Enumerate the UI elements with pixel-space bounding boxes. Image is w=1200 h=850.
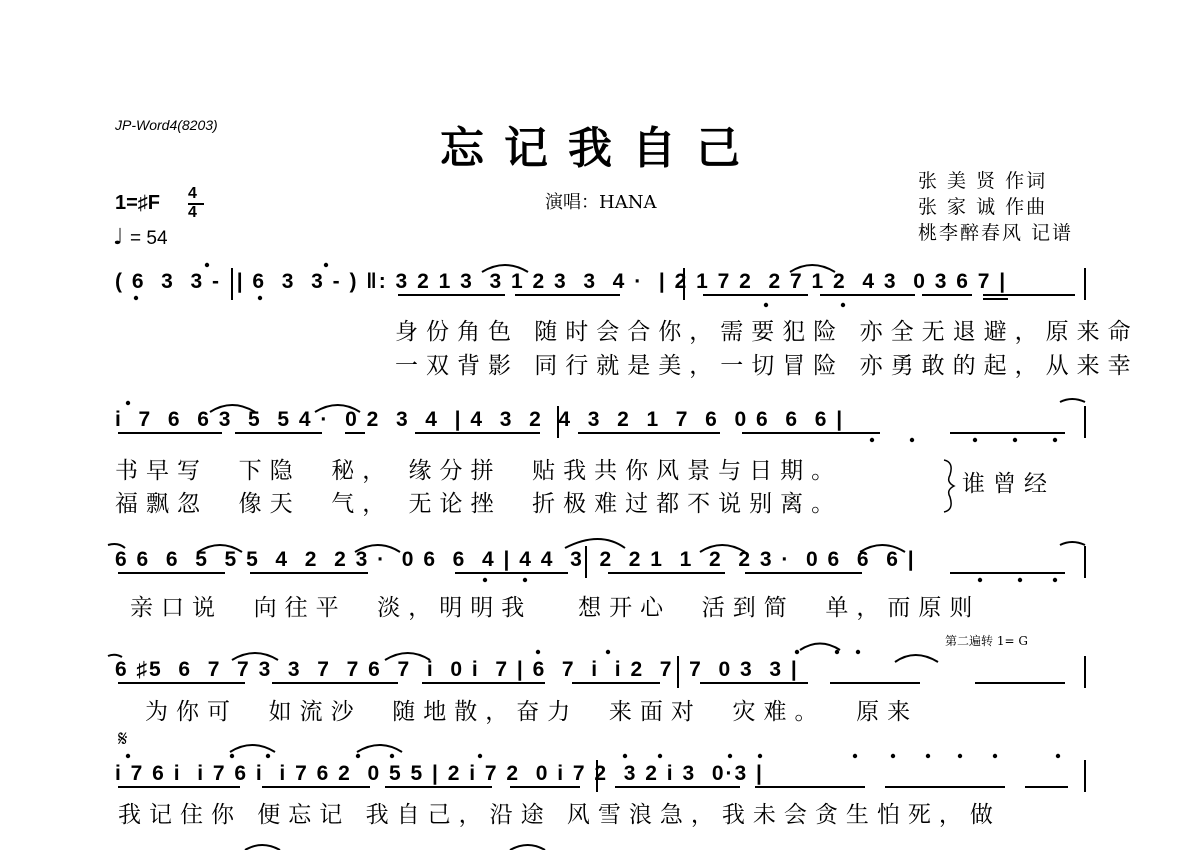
lyric-row-2-verse-2: 福飘忽 像天 气， 无论挫 折极难过都不说别离。 bbox=[115, 491, 843, 517]
lyric-row-2-shared: 谁曾经 bbox=[962, 471, 1055, 497]
notation-row-5: i 7 6 i i 7 6 i i 7 6 2 0 5 5 | 2 i 7 2 0 i 7 2 3 2 i 3 0·3 | bbox=[115, 762, 764, 785]
software-label: JP-Word4(8203) bbox=[115, 117, 218, 133]
singer-label: 演唱：HANA bbox=[545, 192, 657, 213]
composer-credit: 张 家 诚 作曲 bbox=[918, 196, 1048, 218]
key-signature: 1=♯F bbox=[115, 192, 161, 214]
lyricist-credit: 张 美 贤 作词 bbox=[918, 170, 1048, 192]
song-title: 忘记我自己 bbox=[440, 123, 760, 174]
modulation-mark: 第二遍转 1= G bbox=[945, 634, 1028, 648]
lyric-row-2-verse-1: 书早写 下隐 秘， 缘分拼 贴我共你风景与日期。 bbox=[115, 458, 843, 484]
lyric-row-4: 为你可 如流沙 随地散，奋力 来面对 灾难。 原来 bbox=[145, 699, 919, 725]
notation-row-2: i 7 6 6 3 5 5 4 · 0 2 3 4 | 4 3 2 4 3 2 1 7 6 0 6 6 6 | bbox=[115, 408, 845, 431]
transcriber-credit: 桃李醉春风 记谱 bbox=[918, 222, 1074, 244]
quarter-note-icon: ♩ bbox=[113, 225, 124, 250]
tempo-value: = 54 bbox=[130, 228, 168, 249]
lyric-row-5: 我记住你 便忘记 我自己，沿途 风雪浪急，我未会贪生怕死，做 bbox=[118, 802, 1001, 828]
time-signature-bottom: 4 bbox=[188, 204, 197, 221]
segno-icon: 𝄋 bbox=[118, 727, 128, 752]
lyric-row-1-verse-1: 身份角色 随时会合你，需要犯险 亦全无退避，原来命 bbox=[395, 319, 1139, 345]
time-signature-top: 4 bbox=[188, 185, 197, 202]
notation-row-1: ( 6 3 3 - | 6 3 3 - ) ‖: 3 2 1 3 3 1 2 3 3 4 · | 2 1 7 2 2 7 1 2 4 3 0 3 6 7 | bbox=[115, 270, 1008, 293]
lyric-row-3: 亲口说 向往平 淡，明明我 想开心 活到简 单，而原则 bbox=[130, 595, 981, 621]
notation-row-3: 6 6 6 5 5 5 4 2 2 3 · 0 6 6 4 | 4 4 3 2 2 1 1 2 2 3 · 0 6 6 6 | bbox=[115, 548, 916, 571]
lyric-row-1-verse-2: 一双背影 同行就是美，一切冒险 亦勇敢的起，从来幸 bbox=[395, 353, 1139, 379]
notation-row-4: 6 ♯5 6 7 7 3 3 7 7 6 7 i 0 i 7 | 6 7 i i 2 7 7 0 3 3 | bbox=[115, 658, 799, 681]
